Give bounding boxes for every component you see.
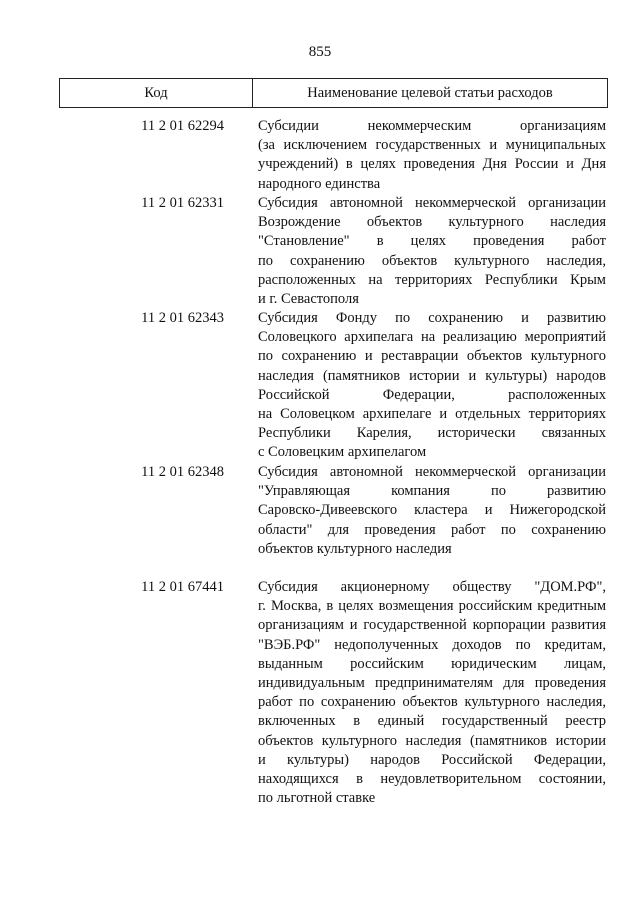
row-description (258, 194, 606, 309)
description-line: Субсидия автономной некоммерческой организации (258, 464, 606, 480)
description-line: народного единства (258, 175, 381, 192)
description-line: включенных в единый государственный реестр (258, 713, 606, 730)
description-line: учреждений) в целях проведения Дня России и Дня (258, 156, 606, 173)
description-line: объектов культурного наследия (памятников истории (258, 732, 606, 749)
row-code: 11 2 01 62331 (141, 195, 224, 211)
page-number: 855 (308, 44, 332, 60)
description-line: г. Москва, в целях возмещения российским кредитным (258, 598, 606, 615)
header-code: Код (60, 79, 253, 107)
row-description (258, 463, 606, 559)
description-line: Саровско-Дивеевского кластера и Нижегородской (258, 502, 606, 519)
description-line: и г. Севастополя (258, 291, 359, 308)
description-line: индивидуальным предпринимателям для проведения (258, 675, 606, 692)
row-code: 11 2 01 67441 (141, 579, 224, 595)
row-description (258, 117, 606, 194)
description-line: объектов культурного наследия (258, 540, 452, 557)
description-line: "Управляющая компания по развитию (258, 483, 606, 500)
description-line: наследия (памятников истории и культуры) народов (258, 367, 606, 384)
description-line: работ по сохранению объектов культурного наследия, (258, 694, 606, 711)
row-description (258, 309, 606, 463)
description-line: по сохранению объектов культурного наследия, (258, 252, 606, 269)
description-line: Соловецкого архипелага на реализацию мероприятий (258, 329, 606, 346)
description-line: Субсидия автономной некоммерческой организации (258, 195, 606, 211)
description-line: расположенных на территориях Республики Крым (258, 271, 606, 288)
description-line: Субсидия Фонду по сохранению и развитию (258, 310, 606, 326)
description-line: Российской Федерации, расположенных (258, 386, 606, 403)
description-line: на Соловецком архипелаге и отдельных территориях (258, 406, 606, 423)
row-code: 11 2 01 62294 (141, 118, 224, 134)
table-header (59, 78, 608, 108)
description-line: Возрождение объектов культурного наследия (258, 214, 606, 231)
description-line: организациям и государственной корпорации развития (258, 617, 606, 634)
description-line: по сохранению и реставрации объектов культурного (258, 348, 606, 365)
description-line: находящихся в неудовлетворительном состоянии, (258, 771, 606, 788)
description-line: Субсидия акционерному обществу "ДОМ.РФ", (258, 579, 606, 595)
description-line: по льготной ставке (258, 790, 376, 807)
description-line: с Соловецким архипелагом (258, 444, 427, 461)
header-name: Наименование целевой статьи расходов (307, 84, 553, 101)
row-description (258, 578, 606, 808)
description-line: области" для проведения работ по сохранению (258, 521, 606, 538)
description-line: выданным российским юридическим лицам, (258, 655, 606, 672)
description-line: (за исключением государственных и муниципальных (258, 137, 606, 154)
description-line: Субсидии некоммерческим организациям (258, 118, 606, 134)
description-line: "ВЭБ.РФ" недополученных доходов по кредитам, (258, 636, 606, 653)
description-line: Республики Карелия, исторически связанных (258, 425, 606, 442)
row-code: 11 2 01 62343 (141, 310, 224, 326)
row-code: 11 2 01 62348 (141, 464, 224, 480)
description-line: "Становление" в целях проведения работ (258, 233, 606, 250)
description-line: и культуры) народов Российской Федерации, (258, 751, 606, 768)
